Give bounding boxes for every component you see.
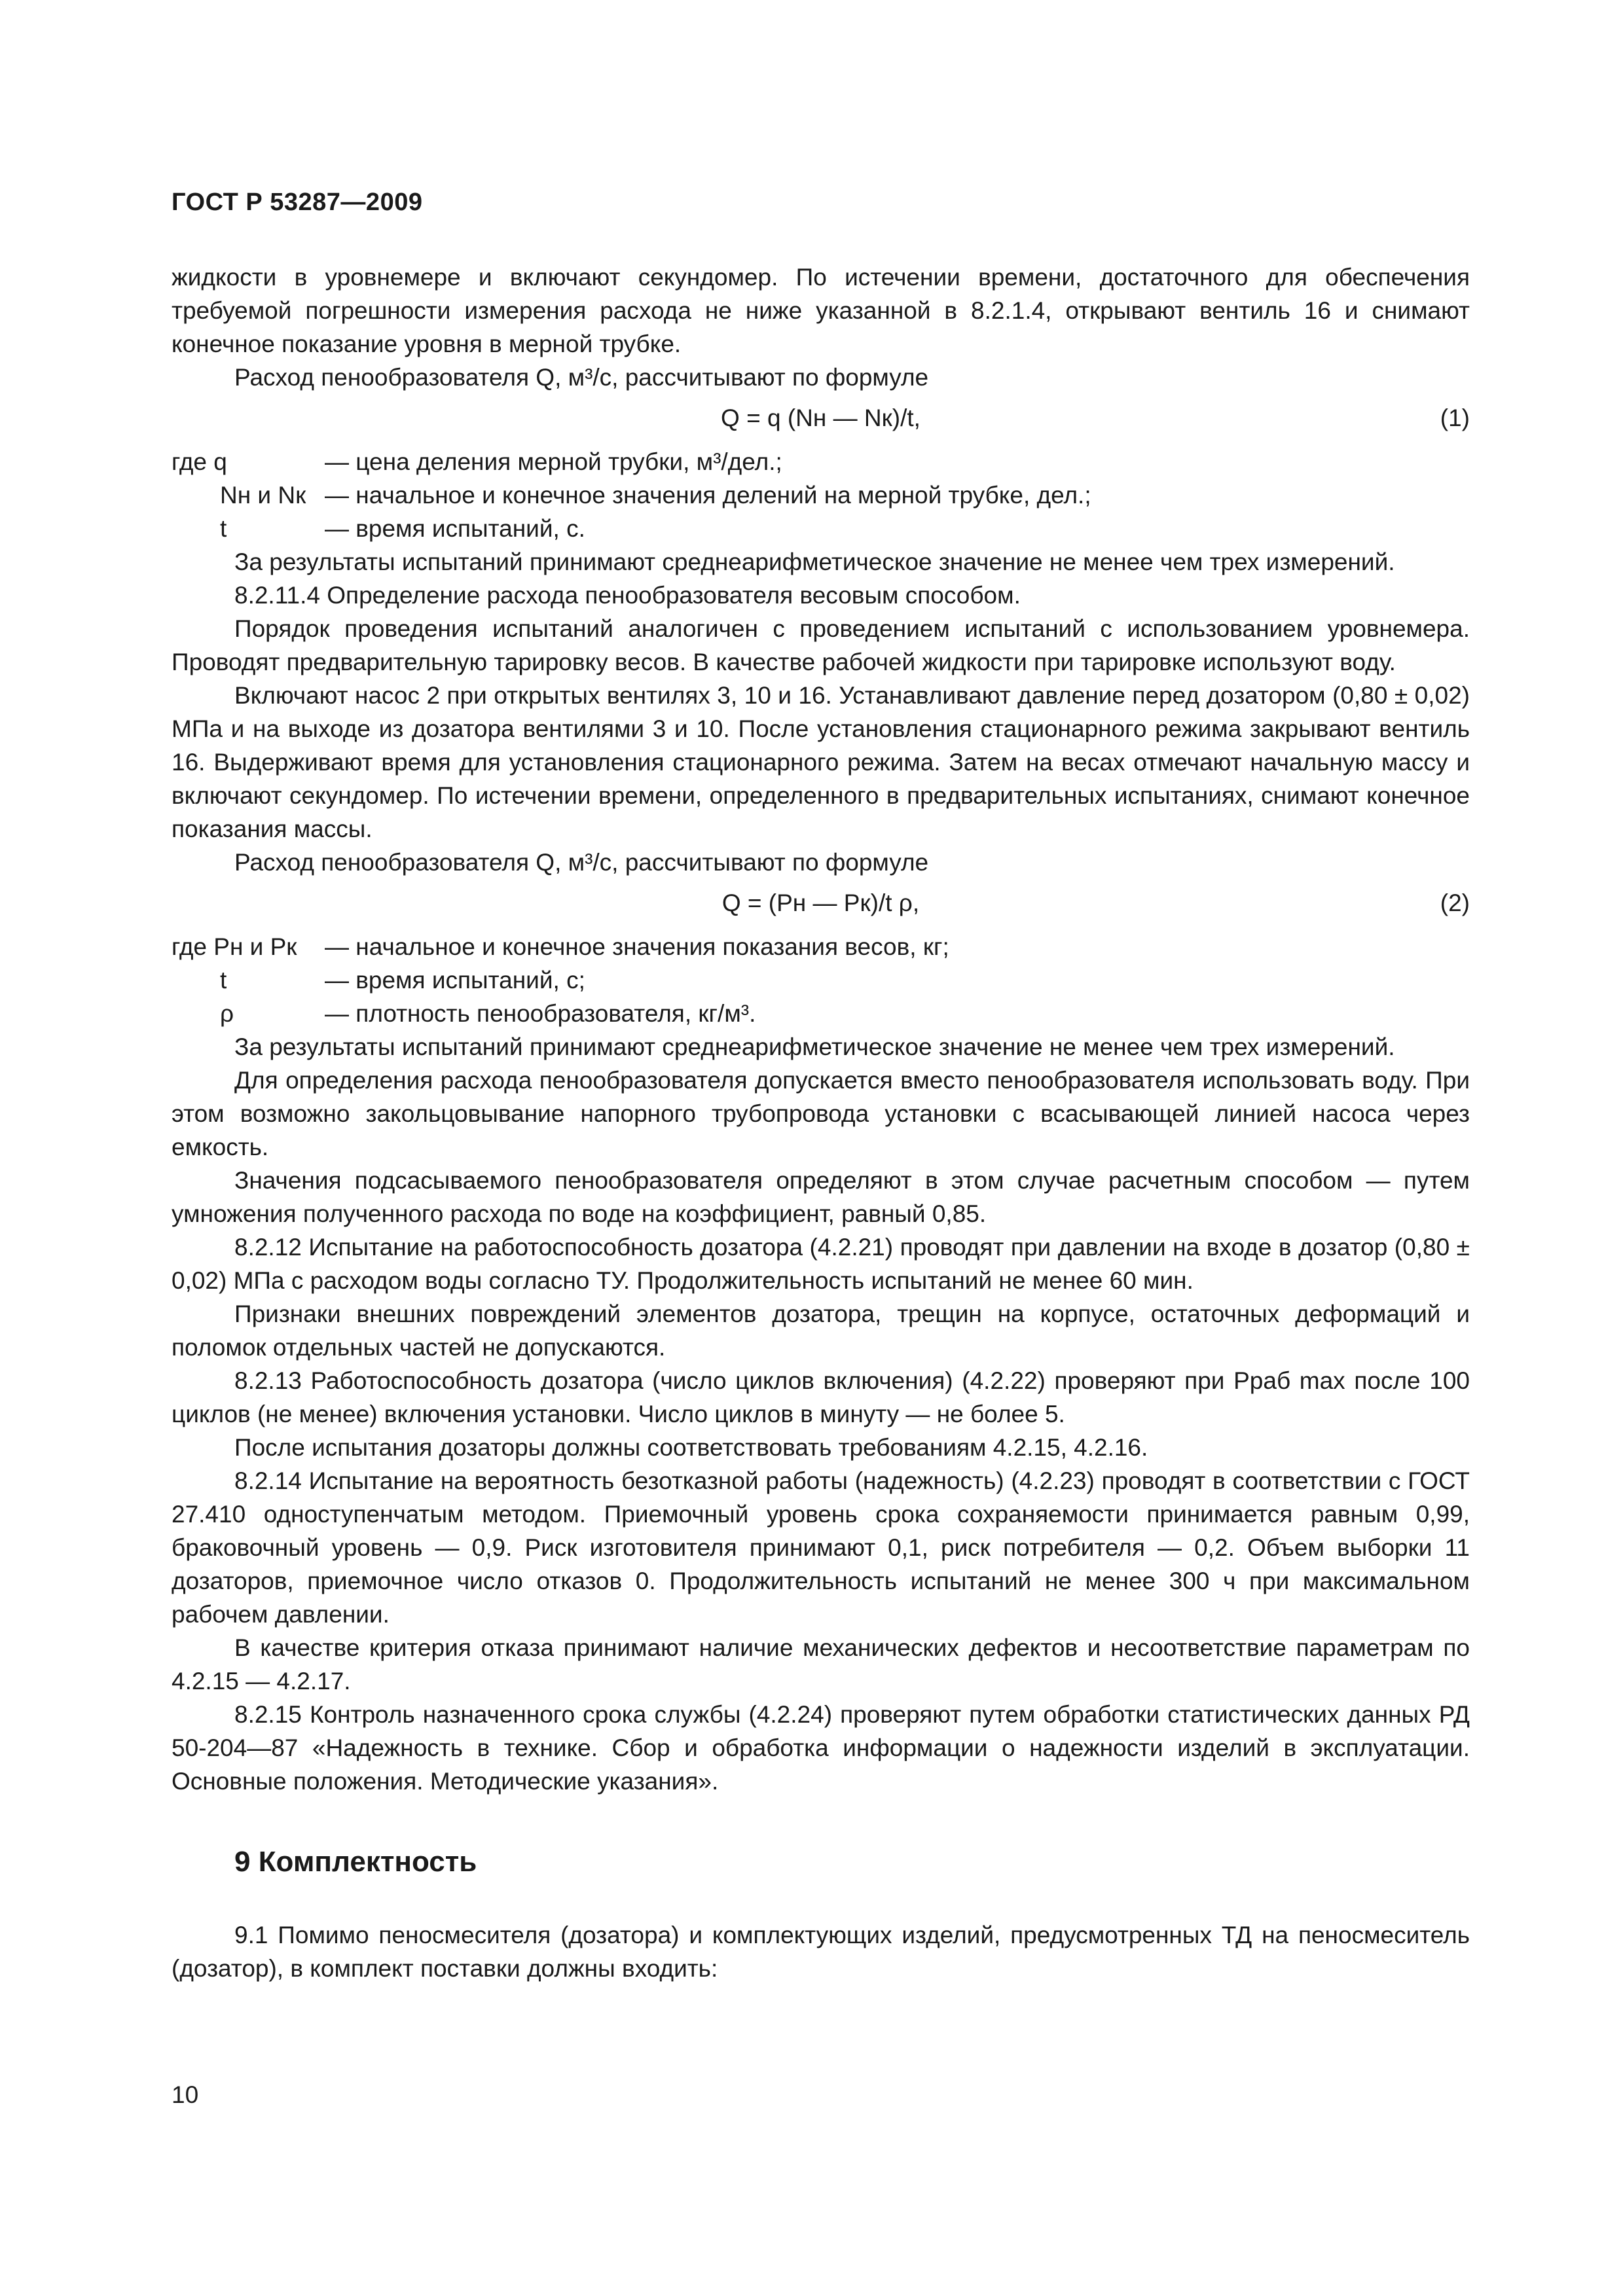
paragraph: За результаты испытаний принимают среднеарифметическое значение не менее чем трех измерений.: [234, 548, 1395, 575]
formula-number: (2): [1440, 889, 1470, 916]
legend-symbol: t: [220, 515, 227, 542]
legend-symbol: t: [220, 967, 227, 994]
legend-description: — цена деления мерной трубки, м³/дел.;: [325, 448, 782, 475]
page-number: 10: [172, 2081, 199, 2108]
document-header: ГОСТ Р 53287—2009: [172, 188, 423, 216]
legend-symbol: где q: [172, 448, 227, 475]
formula-expression: Q = (Pн — Pк)/t ρ,: [721, 889, 920, 916]
paragraph: За результаты испытаний принимают среднеарифметическое значение не менее чем трех измерений.: [234, 1033, 1395, 1060]
paragraph: жидкости в уровнемере и включают секундомер. По истечении времени, достаточного для обеспечения требуемой погрешности измерения расхода не ниже указанной в 8.2.1.4, открывают вентиль 16 и снимают конечное показание уровня в мерной трубке.: [172, 264, 1470, 357]
paragraph: Включают насос 2 при открытых вентилях 3, 10 и 16. Устанавливают давление перед дозатором (0,80 ± 0,02) МПа и на выходе из дозатора вентилями 3 и 10. После установления стационарного режима закрывают вентиль 16. Выдерживают время для установления стационарного режима. Затем на весах отмечают начальную массу и включают секундомер. По истечении времени, определенного в предварительных испытаниях, снимают конечное показания массы.: [172, 682, 1470, 842]
paragraph: 8.2.11.4 Определение расхода пенообразователя весовым способом.: [234, 582, 1021, 609]
paragraph: 9.1 Помимо пеносмесителя (дозатора) и комплектующих изделий, предусмотренных ТД на пеносмеситель (дозатор), в комплект поставки должны входить:: [172, 1922, 1470, 1982]
paragraph: 8.2.15 Контроль назначенного срока службы (4.2.24) проверяют путем обработки статистических данных РД 50-204—87 «Надежность в технике. Сбор и обработка информации о надежности изделий в эксплуатации. Основные положения. Методические указания».: [172, 1701, 1470, 1795]
formula-2: [172, 882, 1470, 925]
legend-row: [172, 930, 1470, 963]
paragraph: Порядок проведения испытаний аналогичен с проведением испытаний с использованием уровнемера. Проводят предварительную тарировку весов. В качестве рабочей жидкости при тарировке используют воду.: [172, 615, 1470, 675]
legend-row: [172, 445, 1470, 478]
legend-symbol: где Pн и Pк: [172, 933, 297, 960]
paragraph: Расход пенообразователя Q, м³/с, рассчитывают по формуле: [234, 364, 929, 391]
paragraph: Для определения расхода пенообразователя допускается вместо пенообразователя использовать воду. При этом возможно закольцовывание напорного трубопровода установки с всасывающей линией насоса через емкость.: [172, 1067, 1470, 1160]
paragraph: 8.2.12 Испытание на работоспособность дозатора (4.2.21) проводят при давлении на входе в дозатор (0,80 ± 0,02) МПа с расходом воды согласно ТУ. Продолжительность испытаний не менее 60 мин.: [172, 1234, 1470, 1294]
legend-symbol: ρ: [220, 1000, 234, 1027]
formula-number: (1): [1440, 404, 1470, 431]
page-body: [172, 260, 1470, 1985]
legend-description: — время испытаний, с;: [325, 967, 585, 994]
paragraph: Признаки внешних повреждений элементов дозатора, трещин на корпусе, остаточных деформаций и поломок отдельных частей не допускаются.: [172, 1300, 1470, 1361]
formula-1: [172, 397, 1470, 440]
legend-description: — начальное и конечное значения делений на мерной трубке, дел.;: [325, 482, 1091, 509]
paragraph: В качестве критерия отказа принимают наличие механических дефектов и несоответствие параметрам по 4.2.15 — 4.2.17.: [172, 1634, 1470, 1695]
paragraph: Значения подсасываемого пенообразователя определяют в этом случае расчетным способом — путем умножения полученного расхода по воде на коэффициент, равный 0,85.: [172, 1167, 1470, 1227]
legend-row: [172, 963, 1470, 997]
section-heading: 9 Комплектность: [234, 1846, 477, 1878]
paragraph: После испытания дозаторы должны соответствовать требованиям 4.2.15, 4.2.16.: [234, 1434, 1148, 1461]
legend-symbol: Nн и Nк: [220, 482, 306, 509]
legend-row: [172, 512, 1470, 545]
formula-expression: Q = q (Nн — Nк)/t,: [721, 404, 921, 431]
legend-description: — время испытаний, с.: [325, 515, 585, 542]
legend-row: [172, 478, 1470, 512]
formula-legend-1: [172, 445, 1470, 545]
paragraph: 8.2.14 Испытание на вероятность безотказной работы (надежность) (4.2.23) проводят в соответствии с ГОСТ 27.410 одноступенчатым методом. Приемочный уровень срока сохраняемости принимается равным 0,99, браковочный уровень — 0,9. Риск изготовителя принимают 0,1, риск потребителя — 0,2. Объем выборки 11 дозаторов, приемочное число отказов 0. Продолжительность испытаний не менее 300 ч при максимальном рабочем давлении.: [172, 1467, 1470, 1628]
paragraph: 8.2.13 Работоспособность дозатора (число циклов включения) (4.2.22) проверяют при Pраб max после 100 циклов (не менее) включения установки. Число циклов в минуту — не более 5.: [172, 1367, 1470, 1427]
legend-row: [172, 997, 1470, 1030]
formula-legend-2: [172, 930, 1470, 1030]
legend-description: — начальное и конечное значения показания весов, кг;: [325, 933, 949, 960]
legend-description: — плотность пенообразователя, кг/м³.: [325, 1000, 756, 1027]
paragraph: Расход пенообразователя Q, м³/с, рассчитывают по формуле: [234, 849, 929, 876]
